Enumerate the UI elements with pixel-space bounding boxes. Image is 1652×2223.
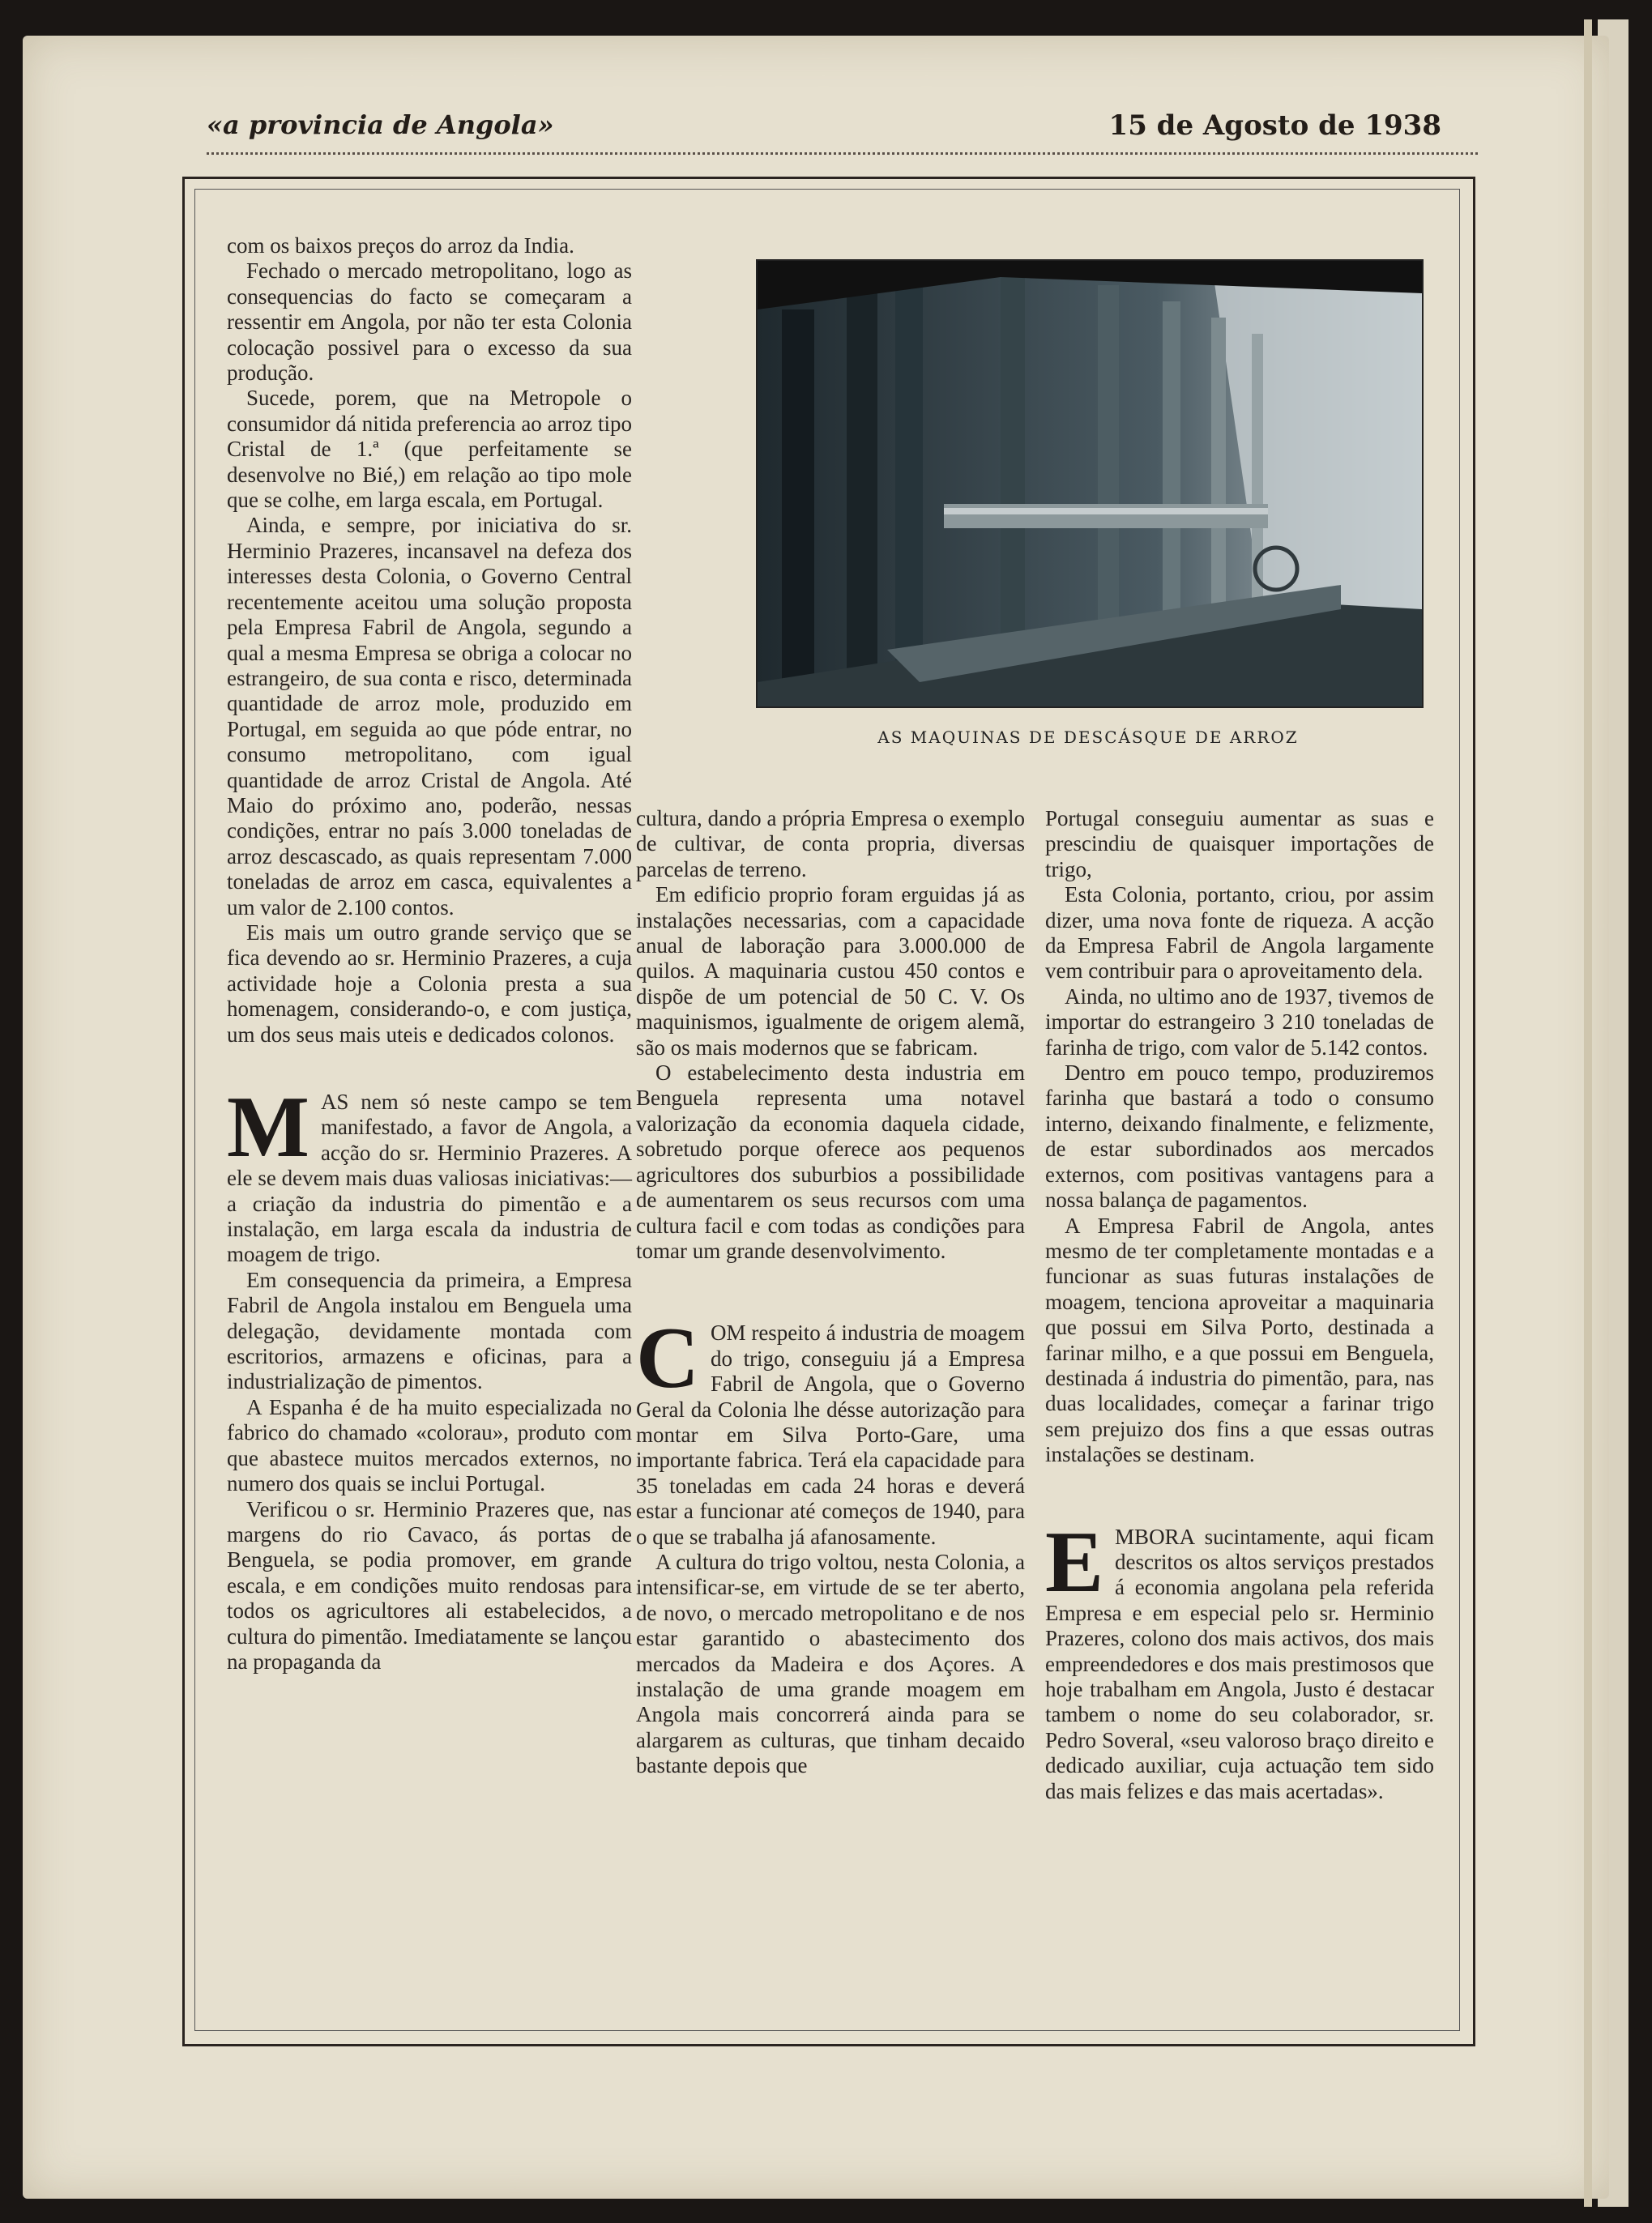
section-start xyxy=(636,1310,1025,1550)
paragraph: A cultura do trigo voltou, nesta Colonia, a intensificar-se, em virtude de se ter aberto, de novo, o mercado metropolitano e de nos estar garantido o abastecimento dos mercados da Madeira e dos Açores. A instalação de uma grande moagem em Angola mais concorrerá ainda para se alargarem as culturas, que tinham decaido bastante depois que xyxy=(636,1549,1025,1778)
issue-date: 15 de Agosto de 1938 xyxy=(1108,109,1441,142)
paragraph: Em edificio proprio foram erguidas já as instalações necessarias, com a capacidade anual de laboração para 3.000.000 de quilos. A maquinaria custou 450 contos e dispõe de um potencial de 50 C. V. Os maquinismos, igualmente de origem alemã, são os mais modernos que se fabricam. xyxy=(636,882,1025,1060)
section-gap xyxy=(1045,1468,1434,1525)
paragraph: Dentro em pouco tempo, produziremos farinha que bastará a todo o consumo interno, deixando finalmente, e felizmente, de estar subordinados aos mercados externos, com positivas vantagens para a nossa balança de pagamentos. xyxy=(1045,1060,1434,1213)
paragraph: cultura, dando a própria Empresa o exemplo de cultivar, de conta propria, diversas parcelas de terreno. xyxy=(636,806,1025,881)
publication-title: «a provincia de Angola» xyxy=(207,109,554,140)
drop-cap: M xyxy=(227,1079,309,1176)
photo-caption: AS MAQUINAS DE DESCÁSQUE DE ARROZ xyxy=(877,727,1299,747)
paragraph: MBORA sucintamente, aqui ficam descritos os altos serviços prestados á economia angolana pela referida Empresa e em especial pelo sr. Herminio Prazeres, colono dos mais activos, dos mais empreendedores e dos mais prestimosos que hoje trabalham em Angola, Justo é destacar tambem o nome do seu colaborador, sr. Pedro Soveral, «seu valoroso braço direito e dedicado auxiliar, cuja actuação tem sido das mais felizes e das mais acertadas». xyxy=(1045,1524,1434,1803)
paragraph: O estabelecimento desta industria em Benguela representa uma notavel valorização da economia daquela cidade, sobretudo porque oferece aos pequenos agricultores dos suburbios a possibilidade de aumentarem os seus recursos com uma cultura facil e com todas as condições para tomar um grande desenvolvimento. xyxy=(636,1060,1025,1263)
paragraph: Ainda, no ultimo ano de 1937, tivemos de importar do estrangeiro 3 210 toneladas de farinha de trigo, com valor de 5.142 contos. xyxy=(1045,983,1434,1060)
page-edge xyxy=(1584,19,1592,2207)
paragraph: com os baixos preços do arroz da India. xyxy=(227,233,574,258)
header-rule xyxy=(207,152,1478,155)
drop-cap: C xyxy=(636,1310,699,1407)
section-start xyxy=(227,1079,632,1268)
machinery-illustration xyxy=(758,261,1422,706)
paragraph: A Empresa Fabril de Angola, antes mesmo de ter completamente montadas e a funcionar as suas futuras instalações de moagem, tenciona aproveitar a maquinaria que possui em Silva Porto, destinada a farinar milho, e a que possui em Benguela, destinada á industria do pimentão, para, nas duas localidades, começar a farinar trigo sem prejuizo dos fins a que essas outras instalações se destinam. xyxy=(1045,1213,1434,1467)
paragraph: Ainda, e sempre, por iniciativa do sr. Herminio Prazeres, incansavel na defeza dos interesses desta Colonia, o Governo Central recentemente aceitou uma solução proposta pela Empresa Fabril de Angola, segundo a qual a mesma Empresa se obriga a colocar no estrangeiro, de sua conta e risco, determinada quantidade de arroz mole, produzido em Portugal, em seguida ao que póde entrar, no consumo metropolitano, com igual quantidade de arroz Cristal de Angola. Até Maio do próximo ano, poderão, nessas condições, entrar no país 3.000 toneladas de arroz descascado, as quais representam 7.000 toneladas de arroz em casca, equivalentes a um valor de 2.100 contos. xyxy=(227,513,632,919)
paragraph: Verificou o sr. Herminio Prazeres que, nas margens do rio Cavaco, ás portas de Benguela, se podia promover, em grande escala, e em condições muito rendosas para todos os agricultores ali estabelecidos, a cultura do pimentão. Imediatamente se lançou na propaganda da xyxy=(227,1496,632,1674)
paragraph: Fechado o mercado metropolitano, logo as consequencias do facto se começaram a ressentir em Angola, por não ter esta Colonia colocação possivel para o excesso da sua produção. xyxy=(227,258,632,386)
section-start xyxy=(1045,1513,1434,1804)
article-column-1 xyxy=(227,233,632,1675)
article-column-2 xyxy=(636,806,1025,1779)
paragraph: A Espanha é de ha muito especializada no fabrico do chamado «colorau», produto com que abastece muitos mercados externos, no numero dos quais se inclui Portugal. xyxy=(227,1394,632,1496)
drop-cap: E xyxy=(1045,1513,1104,1611)
paragraph: OM respeito á industria de moagem do trigo, conseguiu já a Empresa Fabril de Angola, que o Governo Geral da Colonia lhe désse autorização para montar em Silva Porto-Gare, uma importante fabrica. Terá ela capacidade para 35 toneladas em cada 24 horas e deverá estar a funcionar até começos de 1940, para o que se trabalha já afanosamente. xyxy=(636,1321,1025,1549)
paragraph: AS nem só neste campo se tem manifestado, a favor de Angola, a acção do sr. Herminio Prazeres. A ele se devem mais duas valiosas iniciativas:—a criação da industria do pimentão e a instalação, em larga escala da industria de moagem de trigo. xyxy=(227,1090,632,1267)
paragraph: Em consequencia da primeira, a Empresa Fabril de Angola instalou em Benguela uma delegação, devidamente montada com escritorios, armazens e oficinas, para a industrialização de pimentos. xyxy=(227,1267,632,1394)
rice-machinery-photo xyxy=(756,259,1424,708)
paragraph: Eis mais um outro grande serviço que se fica devendo ao sr. Herminio Prazeres, a cuja actividade hoje a Colonia presta a sua homenagem, considerando-o, e com justiça, um dos seus mais uteis e dedicados colonos. xyxy=(227,919,632,1047)
article-column-3 xyxy=(1045,806,1434,1804)
paragraph: Sucede, porem, que na Metropole o consumidor dá nitida preferencia ao arroz tipo Cristal de 1.ª (que perfeitamente se desenvolve no Bié,) em relação ao tipo mole que se colhe, em larga escala, em Portugal. xyxy=(227,386,632,513)
paragraph: Esta Colonia, portanto, criou, por assim dizer, uma nova fonte de riqueza. A acção da Empresa Fabril de Angola largamente vem contribuir para o aproveitamento dela. xyxy=(1045,882,1434,983)
paragraph: Portugal conseguiu aumentar as suas e prescindiu de quaisquer importações de trigo, xyxy=(1045,806,1434,881)
